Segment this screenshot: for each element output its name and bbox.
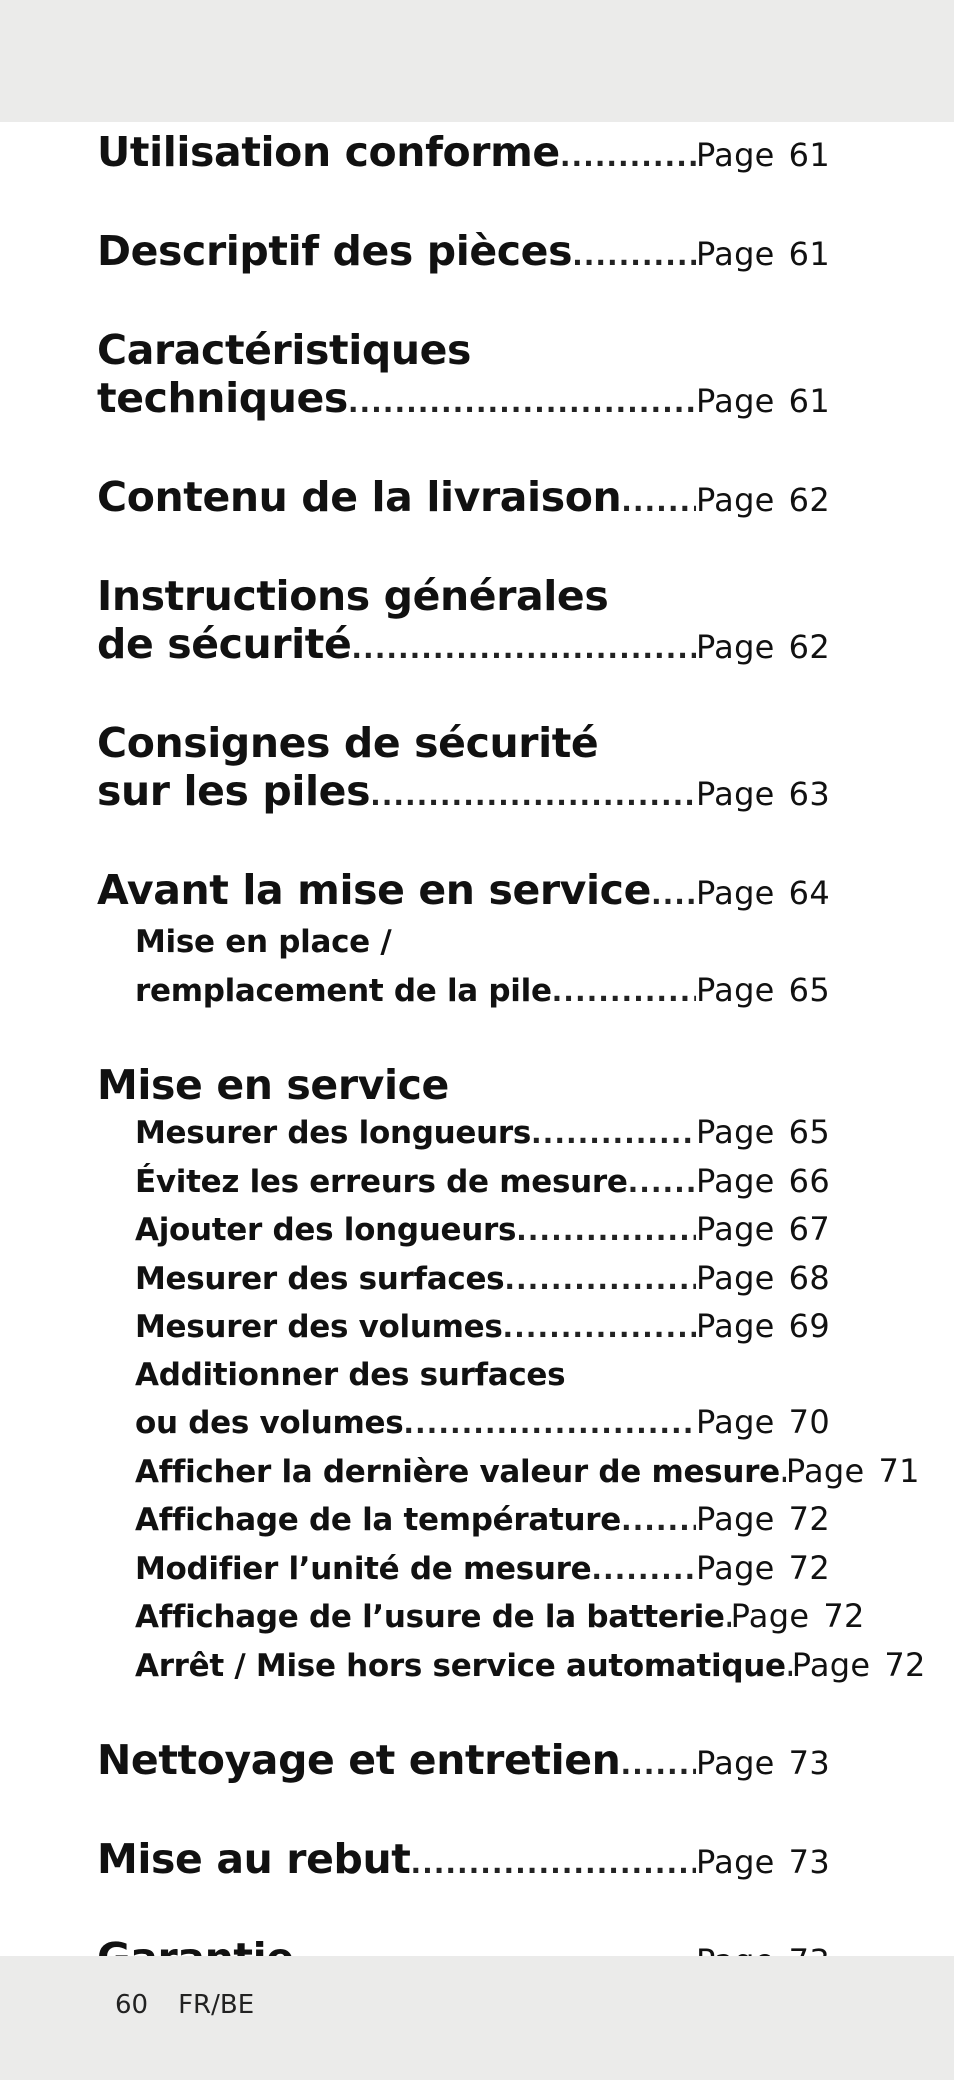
page-word: Page [696, 1744, 775, 1782]
toc-subentry [135, 1158, 830, 1207]
page-word: Page [696, 1113, 775, 1151]
toc-subentry [135, 919, 830, 1015]
toc-subentry-title: Mesurer des longueurs [135, 1115, 532, 1151]
toc-subentry-title: Ajouter des longueurs [135, 1212, 517, 1248]
dot-leader [591, 1546, 696, 1594]
toc-page-ref [696, 1739, 830, 1787]
dot-leader [403, 1400, 696, 1448]
toc-subentry [135, 1303, 830, 1352]
page-word: Page [696, 1843, 775, 1881]
page-number: 61 [788, 136, 830, 174]
toc-entry [97, 1061, 926, 1690]
toc-subentry-title: ou des volumes [135, 1405, 404, 1441]
toc-subentry-row[interactable] [135, 967, 830, 1016]
toc-subentry-title: Additionner des surfaces [135, 1356, 566, 1393]
page-number: 67 [788, 1210, 830, 1248]
toc-subentry-title: Évitez les erreurs de mesure [135, 1163, 628, 1200]
toc-subentry-title: Arrêt / Mise hors service automatique [135, 1647, 786, 1684]
page-number: 72 [823, 1597, 865, 1635]
page-number: 72 [788, 1500, 830, 1538]
dot-leader [628, 1159, 696, 1207]
page-word: Page [696, 481, 775, 519]
toc-page-ref [696, 1303, 830, 1351]
toc-entry [97, 1736, 830, 1789]
toc-subentry-row[interactable] [135, 1496, 830, 1545]
toc-page-ref [696, 1206, 830, 1254]
toc-entry-row[interactable] [97, 767, 830, 820]
toc-page-ref [731, 1593, 865, 1641]
toc-subentry [135, 1109, 830, 1158]
toc-subentry-row[interactable] [135, 1158, 830, 1207]
toc-subentry-title: remplacement de la pile [135, 972, 552, 1009]
dot-leader [552, 968, 696, 1016]
toc-subentry [135, 1545, 830, 1594]
toc-page-ref [696, 1399, 830, 1447]
toc-subentry-row[interactable] [135, 1545, 830, 1594]
toc-entry [97, 473, 830, 526]
page-number: 73 [788, 1843, 830, 1881]
page-number: 62 [788, 481, 830, 519]
dot-leader [516, 1207, 696, 1255]
dot-leader [620, 1741, 696, 1789]
toc-subentry [135, 1255, 830, 1304]
page-word: Page [696, 382, 775, 420]
toc-entry-title: sur les piles [97, 767, 371, 815]
toc-entry-title: Instructions générales [97, 572, 609, 620]
toc-page-ref [696, 869, 830, 917]
toc-entry-title: Descriptif des pièces [97, 227, 573, 275]
footer-page-number: 60 [115, 1990, 149, 2020]
toc-entry [97, 719, 830, 820]
toc-subentry [135, 1496, 830, 1545]
toc-entry [97, 128, 830, 181]
toc-entry [97, 227, 830, 280]
page-word: Page [696, 235, 775, 273]
toc-page-ref [786, 1448, 920, 1496]
page-number: 65 [788, 970, 830, 1009]
toc-page-ref [792, 1642, 926, 1690]
page-number: 72 [884, 1645, 926, 1684]
page-number: 71 [878, 1451, 920, 1490]
footer-locale: FR/BE [178, 1990, 255, 2020]
toc-entry-title: Contenu de la livraison [97, 473, 622, 521]
toc-entry-title: Nettoyage et entretien [97, 1736, 621, 1784]
page-word: Page [696, 775, 775, 813]
page-word: Page [696, 1307, 775, 1345]
toc-entry-row[interactable] [97, 1835, 830, 1888]
top-margin-band [0, 0, 954, 122]
toc-subentry-row[interactable] [135, 1399, 830, 1448]
toc-page-ref [696, 1255, 830, 1303]
page-number: 64 [788, 874, 830, 912]
toc-page-ref [696, 967, 830, 1015]
page-number: 66 [788, 1161, 830, 1200]
toc-subentry [135, 1448, 920, 1497]
toc-page-ref [696, 770, 830, 818]
toc-entry-row[interactable] [97, 473, 830, 526]
toc-entry-row[interactable] [97, 1061, 830, 1109]
toc-entry-title: Mise en service [97, 1061, 449, 1109]
toc-page-ref [696, 1838, 830, 1886]
page-footer [115, 1990, 254, 2020]
page-word: Page [696, 136, 775, 174]
page-number: 73 [788, 1744, 830, 1782]
toc-entry-title: Avant la mise en service [97, 866, 651, 914]
toc-entry-title: Utilisation conforme [97, 128, 560, 176]
page-word: Page [696, 1500, 775, 1538]
toc-entry-row[interactable] [97, 866, 830, 919]
dot-leader [621, 478, 696, 526]
page-word: Page [696, 1548, 775, 1587]
toc-subentry [135, 1206, 830, 1255]
dot-leader [351, 625, 696, 673]
dot-leader [370, 772, 696, 820]
dot-leader [504, 1256, 696, 1304]
toc-subentry-row[interactable] [135, 1109, 830, 1158]
toc-entry-row[interactable] [97, 620, 830, 673]
page-number: 61 [788, 382, 830, 420]
toc-entry [97, 326, 830, 427]
toc-entry [97, 572, 830, 673]
page-word: Page [696, 1258, 775, 1297]
toc-page-ref [696, 131, 830, 179]
page-word: Page [696, 628, 775, 666]
toc-page-ref [696, 1496, 830, 1544]
page-number: 62 [788, 628, 830, 666]
dot-leader [621, 1497, 696, 1545]
toc-subentry [135, 1642, 926, 1691]
toc-entry-title: de sécurité [97, 620, 352, 668]
toc-subentry-title: Mise en place / [135, 924, 392, 960]
toc-subentry-row[interactable] [135, 1255, 830, 1304]
toc-entry-row[interactable] [97, 227, 830, 280]
toc-page-ref [696, 230, 830, 278]
page-number: 69 [788, 1307, 830, 1345]
dot-leader [503, 1304, 696, 1352]
dot-leader [651, 871, 696, 919]
toc-page-ref [696, 623, 830, 671]
toc-subentries [135, 919, 830, 1015]
toc-subentry-title: Modifier l’unité de mesure [135, 1550, 592, 1587]
page-word: Page [696, 1161, 775, 1200]
page-word: Page [696, 874, 775, 912]
page-word: Page [696, 1210, 775, 1248]
toc-page-ref [696, 1545, 830, 1593]
dot-leader [348, 379, 696, 427]
toc-subentry [135, 1593, 865, 1642]
toc-page-ref [696, 1109, 830, 1157]
toc-entry-row[interactable] [97, 1736, 830, 1789]
page-word: Page [791, 1645, 871, 1684]
toc-subentry-row[interactable] [135, 1642, 926, 1691]
page-word: Page [785, 1451, 865, 1490]
toc-page-ref [696, 377, 830, 425]
toc-page-ref [696, 476, 830, 524]
toc-entry-row[interactable] [97, 374, 830, 427]
toc-subentry [135, 1352, 830, 1448]
toc-subentry-row[interactable] [135, 1448, 920, 1497]
page-number: 70 [788, 1403, 830, 1441]
toc-entry-title: Caractéristiques [97, 326, 472, 374]
page-word: Page [730, 1597, 810, 1635]
toc-entry-row[interactable] [97, 128, 830, 181]
page-number: 61 [788, 235, 830, 273]
toc-subentry-row[interactable] [135, 1593, 865, 1642]
dot-leader [560, 133, 696, 181]
toc-entry [97, 1835, 830, 1888]
page-number: 63 [788, 775, 830, 813]
toc-subentry-title: Afficher la dernière valeur de mesure [135, 1453, 780, 1490]
toc-entry-title: techniques [97, 374, 348, 422]
page-number: 65 [788, 1113, 830, 1151]
dot-leader [410, 1840, 696, 1888]
toc-subentry-title: Mesurer des surfaces [135, 1260, 505, 1297]
toc-entry-title: Mise au rebut [97, 1835, 411, 1883]
toc-subentries [135, 1109, 926, 1690]
toc-entry [97, 866, 830, 1015]
toc-entry-title: Consignes de sécurité [97, 719, 599, 767]
page-word: Page [696, 970, 775, 1009]
dot-leader [572, 232, 696, 280]
dot-leader [531, 1110, 696, 1158]
toc-subentry-title: Affichage de l’usure de la batterie [135, 1599, 725, 1635]
page-number: 68 [788, 1258, 830, 1297]
toc-subentry-title: Affichage de la température [135, 1502, 621, 1538]
toc-subentry-row[interactable] [135, 1303, 830, 1352]
toc-subentry-title: Mesurer des volumes [135, 1309, 503, 1345]
toc-page-ref [696, 1158, 830, 1206]
page-number: 72 [788, 1548, 830, 1587]
table-of-contents [97, 128, 926, 2033]
page-word: Page [696, 1403, 775, 1441]
toc-subentry-row[interactable] [135, 1206, 830, 1255]
